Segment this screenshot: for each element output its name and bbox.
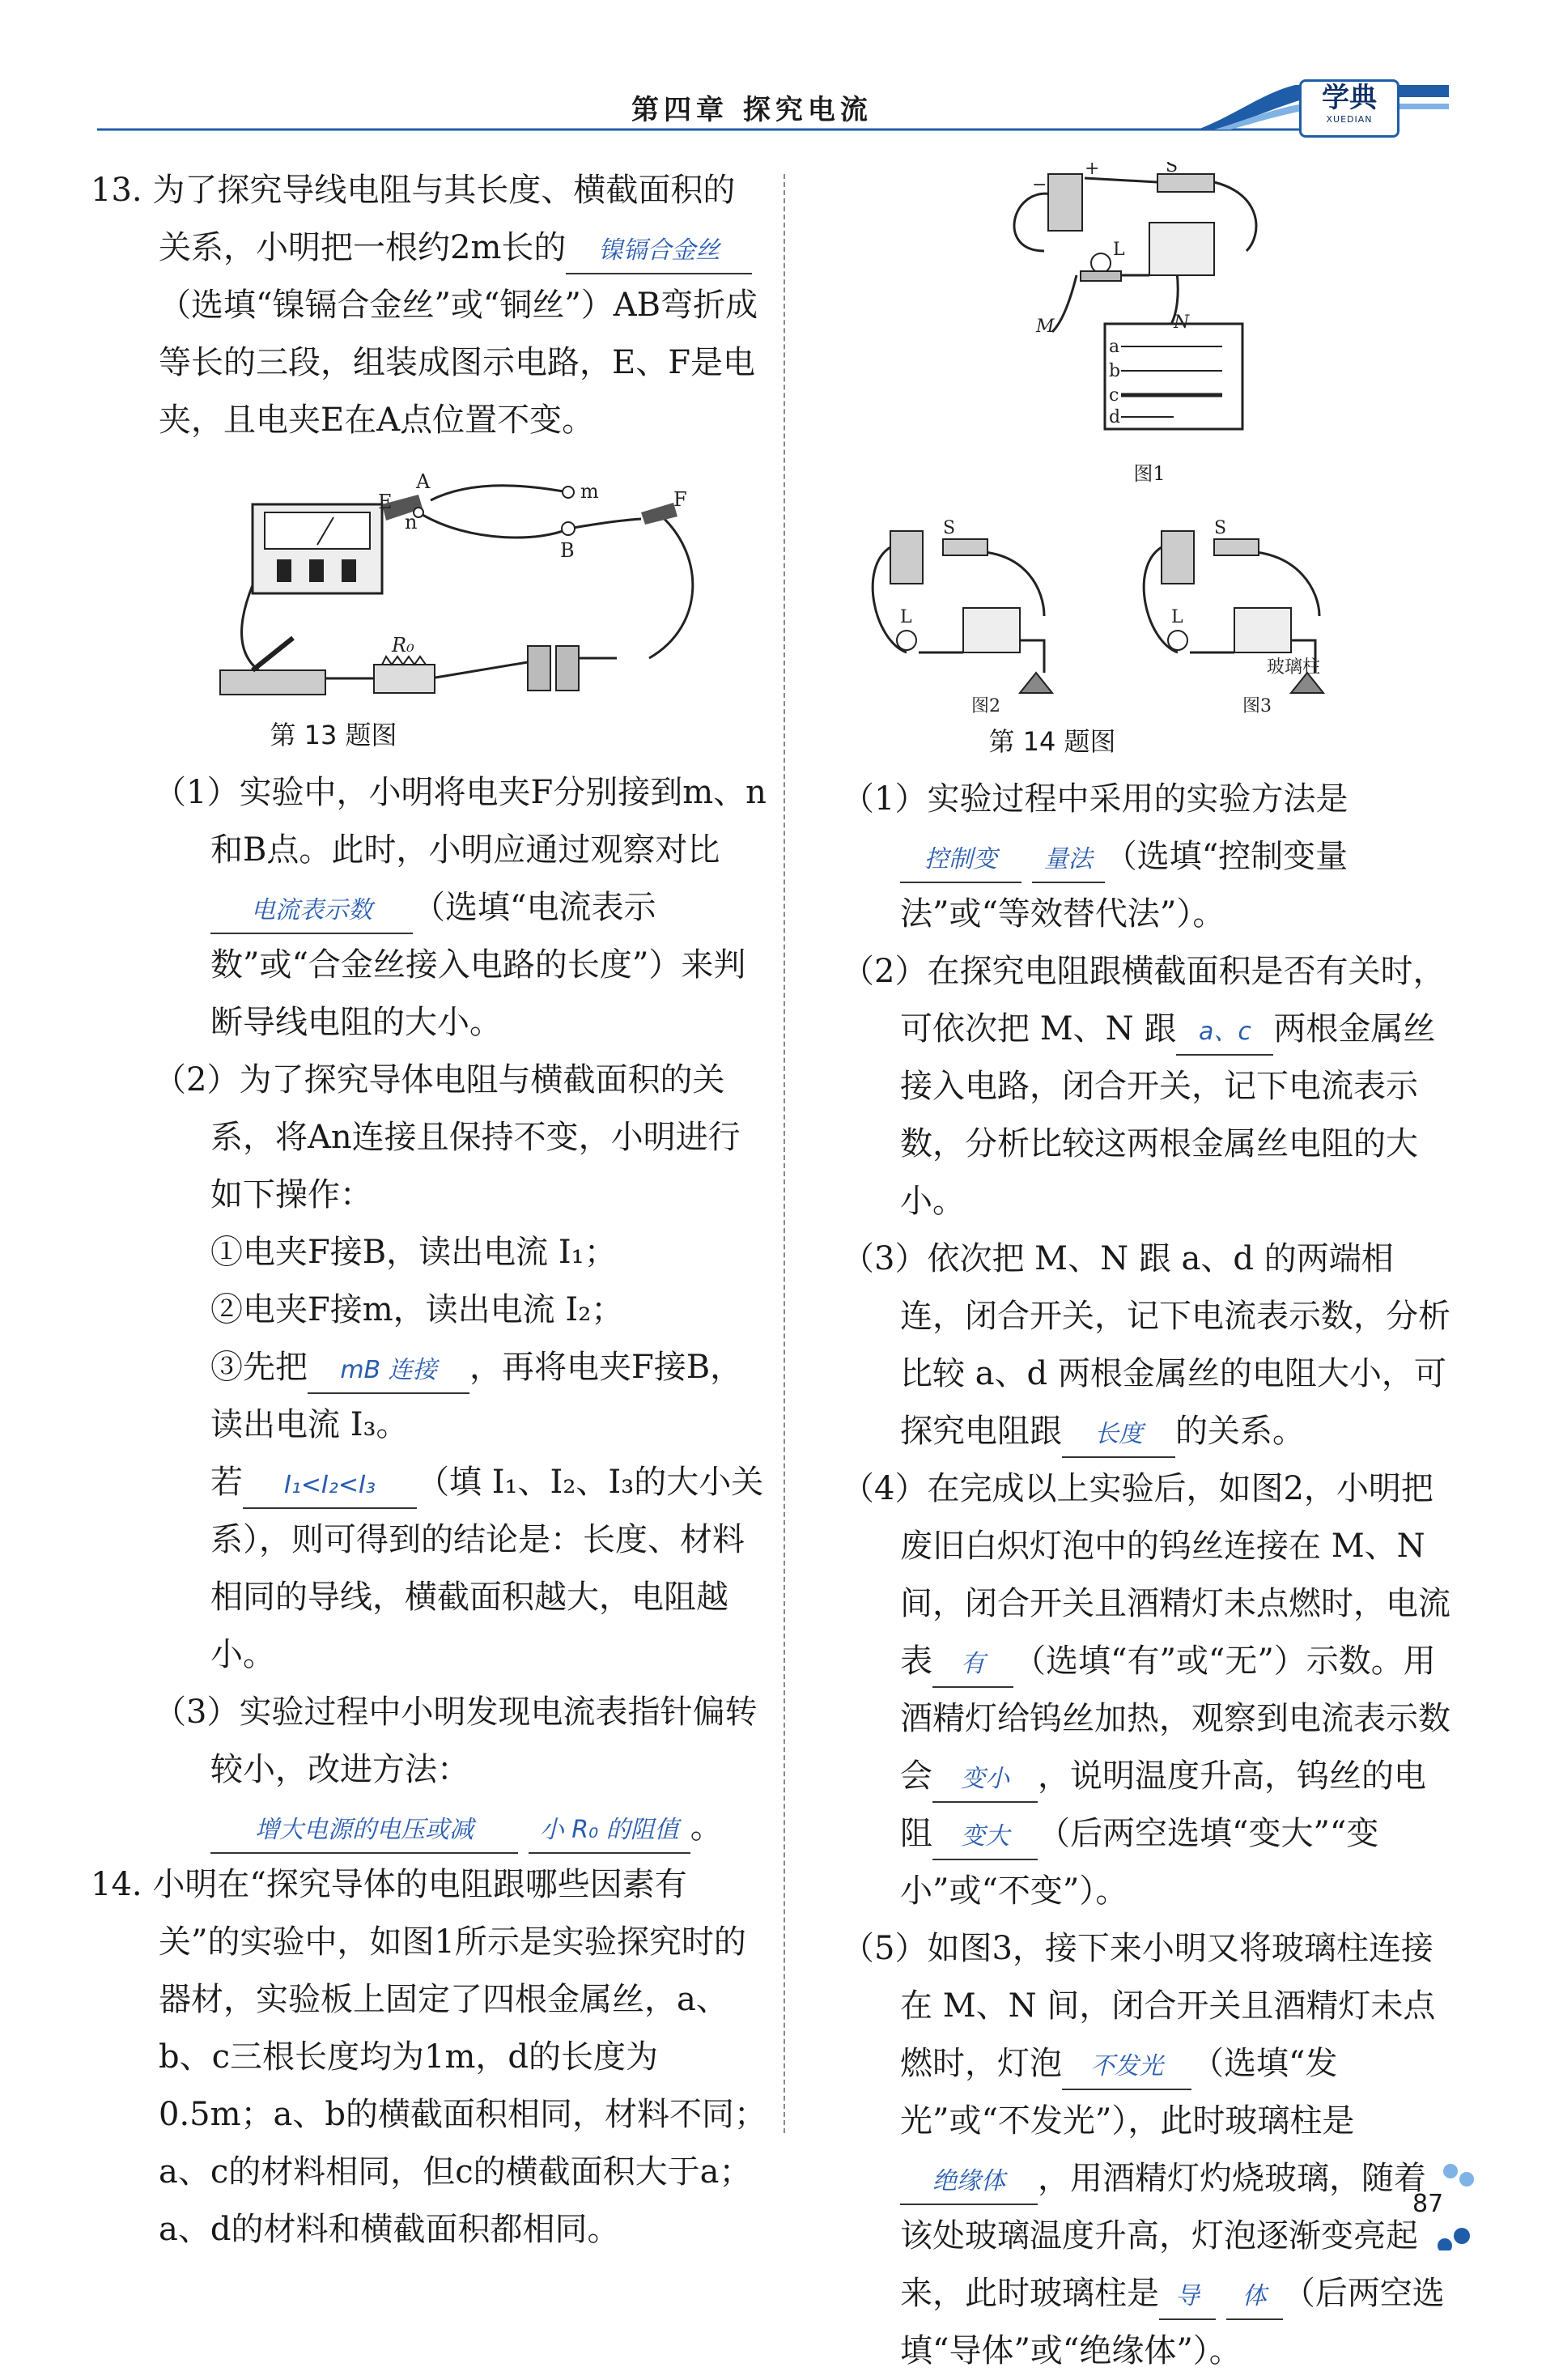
fig3-caption: 图3 — [1242, 696, 1272, 713]
q13-p3-end: 。 — [690, 1808, 723, 1846]
q14-p4-blank-3: 变大 — [932, 1815, 1038, 1860]
fig1-L: L — [1113, 240, 1125, 260]
q13-step1: ①电夹F接B，读出电流 I₁； — [210, 1234, 617, 1271]
q14-part5 — [842, 1920, 1457, 2380]
label-m: m — [580, 480, 599, 503]
q13-p3-blank-1: 增大电源的电压或减 — [210, 1808, 518, 1854]
page-header — [0, 0, 1546, 154]
page-number: 87 — [1412, 2190, 1444, 2218]
q13-if-blank: I₁<I₂<I₃ — [243, 1464, 417, 1509]
q13-step3 — [91, 1339, 767, 1454]
q14-p2-text: （2）在探究电阻跟横截面积是否有关时，可依次把 M、N 跟 — [842, 953, 1446, 1048]
q14-part3 — [842, 1230, 1457, 1460]
q14-stem: 14. 小明在“探究导体的电阻跟哪些因素有关”的实验中，如图1所示是实验探究时的器材，实验板上固定了四根金属丝，a、b、c三根长度均为1m，d的长度为0.5m；a、b的横截面积相同，材料不同；a、c的材料相同，但c的横截面积大于a；a、d的材料和横截面积都相同。 — [91, 1866, 767, 2248]
q13-p3-text: （3）实验过程中小明发现电流表指针偏转较小，改进方法： — [154, 1694, 758, 1788]
q14-p4-text-c: ，说明温度升高，钨丝的电阻 — [900, 1757, 1426, 1852]
q14-p4-text-d: （后两空选填“变大”“变小”或“不变”）。 — [900, 1815, 1379, 1910]
q13-step3-text: ③先把 — [210, 1349, 308, 1386]
fig2-S: S — [943, 519, 956, 538]
q13-if-text: 若 — [210, 1464, 243, 1501]
fig3-L: L — [1171, 607, 1183, 627]
q13-stem-1: 13. 为了探究导线电阻与其长度、横截面积的关系，小明把一根约2m长的 — [91, 172, 736, 266]
logo-cn: 学典 — [1322, 82, 1377, 114]
fig2-L: L — [900, 607, 912, 627]
q14-p5-blank-1: 不发光 — [1062, 2045, 1191, 2090]
fig1-M: M — [1036, 317, 1055, 337]
q13-p2-text: （2）为了探究导体电阻与横截面积的关系，将An连接且保持不变，小明进行如下操作： — [154, 1061, 741, 1213]
q13-part1 — [91, 764, 767, 1052]
label-B: B — [560, 539, 575, 562]
q14-fig1-diagram — [842, 162, 1457, 449]
right-column — [842, 162, 1457, 2380]
q13-part2 — [91, 1052, 767, 1224]
q14-part1 — [842, 771, 1457, 943]
fig3-S: S — [1214, 519, 1227, 538]
q14-p5-text-c: ，用酒精灯灼烧玻璃，随着该处玻璃温度升高，灯泡逐渐变亮起来，此时玻璃柱是 — [900, 2160, 1426, 2312]
q14-p5-blank-2: 绝缘体 — [900, 2160, 1038, 2205]
fig1-b: b — [1109, 361, 1121, 381]
q14-figure-caption: 第 14 题图 — [988, 726, 1116, 757]
q14-p5-text-a: （5）如图3，接下来小明又将玻璃柱连接在 M、N 间，闭合开关且酒精灯未点燃时，灯泡 — [842, 1930, 1436, 2082]
q14-p4-text-a: （4）在完成以上实验后，如图2，小明把废旧白炽灯泡中的钨丝连接在 M、N 间，闭合开关且酒精灯未点燃时，电流表 — [842, 1470, 1450, 1680]
chapter-title: 第四章 探究电流 — [631, 94, 873, 126]
q14-p5-text-b: （选填“发光”或“不发光”），此时玻璃柱是 — [900, 2045, 1355, 2140]
fig1-caption: 图1 — [1133, 462, 1166, 485]
q13-step2: ②电夹F接m，读出电流 I₂； — [210, 1291, 624, 1328]
q14-p5-blank-3a: 导 — [1159, 2275, 1216, 2320]
q14-p2-blank: a、c — [1176, 1010, 1273, 1056]
q14-p2-text-end: 两根金属丝接入电路，闭合开关，记下电流表示数，分析比较这两根金属丝电阻的大小。 — [900, 1010, 1436, 1220]
fig1-c: c — [1109, 385, 1119, 406]
q14-figure1 — [842, 162, 1457, 449]
q13-step3-text-end: ，再将电夹F接B，读出电流 I₃。 — [210, 1349, 743, 1443]
logo-en: XUEDIAN — [1326, 114, 1373, 125]
q13-if-text-end: （填 I₁、I₂、I₃的大小关系），则可得到的结论是：长度、材料相同的导线，横截面积越大，电阻越小。 — [210, 1464, 764, 1673]
q14-p1-blank-2: 量法 — [1032, 838, 1105, 883]
fig1-d: d — [1109, 407, 1121, 427]
q13-p1-text: （1）实验中，小明将电夹F分别接到m、n和B点。此时，小明应通过观察对比 — [154, 774, 767, 869]
fig3-glass-label: 玻璃柱 — [1267, 657, 1321, 678]
q13-circuit-diagram — [91, 464, 767, 707]
q13-p1-blank: 电流表示数 — [210, 889, 413, 934]
q14-p3-text: （3）依次把 M、N 跟 a、d 的两端相连，闭合开关，记下电流表示数，分析比较 a、d 两根金属丝的电阻大小，可探究电阻跟 — [842, 1240, 1450, 1450]
fig1-N: N — [1174, 312, 1190, 333]
q14-p1-blank-1: 控制变 — [900, 838, 1021, 883]
q13-if — [91, 1454, 767, 1684]
label-E: E — [378, 491, 393, 513]
q14-fig2-fig3-diagram — [842, 519, 1457, 713]
q14-p1-text: （1）实验过程中采用的实验方法是 — [842, 780, 1349, 818]
label-F: F — [673, 488, 687, 511]
left-column — [91, 162, 767, 2259]
q14-p1-text-end: （选填“控制变量法”或“等效替代法”）。 — [900, 838, 1349, 933]
q14-part2 — [842, 943, 1457, 1230]
q14-p4-text-b: （选填“有”或“无”）示数。用酒精灯给钨丝加热，观察到电流表示数会 — [900, 1643, 1450, 1795]
fig1-a: a — [1109, 337, 1120, 357]
q14-figures-2-3 — [842, 519, 1457, 713]
fig1-plus: + — [1085, 162, 1100, 179]
label-A: A — [416, 470, 431, 493]
fig1-S: S — [1166, 162, 1179, 176]
q14-p4-blank-1: 有 — [932, 1643, 1013, 1688]
q14-p4-blank-2: 变小 — [932, 1757, 1038, 1803]
label-R0: R₀ — [392, 634, 414, 657]
q13-figure-caption: 第 13 题图 — [270, 720, 397, 750]
q13-stem — [91, 162, 767, 449]
q13-p1-text-end: （选填“电流表示数”或“合金丝接入电路的长度”）来判断导线电阻的大小。 — [210, 889, 746, 1041]
q13-blank-material: 镍镉合金丝 — [566, 229, 752, 274]
q13-step3-blank: mB 连接 — [308, 1349, 469, 1394]
fig1-minus: − — [1032, 175, 1047, 195]
q14-p5-text-d: （后两空选填“导体”或“绝缘体”）。 — [900, 2275, 1445, 2369]
publisher-logo — [1299, 79, 1399, 138]
q13-part3 — [91, 1684, 767, 1856]
q14-p3-text-end: 的关系。 — [1175, 1413, 1305, 1450]
q13-stem-2: （选填“镍镉合金丝”或“铜丝”）AB弯折成等长的三段，组装成图示电路，E、F是电夹，且电夹E在A点位置不变。 — [159, 287, 758, 439]
label-n: n — [405, 511, 418, 533]
column-divider — [784, 174, 785, 2133]
q14-p5-blank-3b: 体 — [1226, 2275, 1283, 2320]
q13-p3-blank-2: 小 R₀ 的阻值 — [529, 1808, 690, 1854]
q14-part4 — [842, 1460, 1457, 1920]
q14-p3-blank: 长度 — [1062, 1413, 1175, 1458]
fig2-caption: 图2 — [971, 696, 1000, 713]
q13-figure — [91, 464, 767, 707]
